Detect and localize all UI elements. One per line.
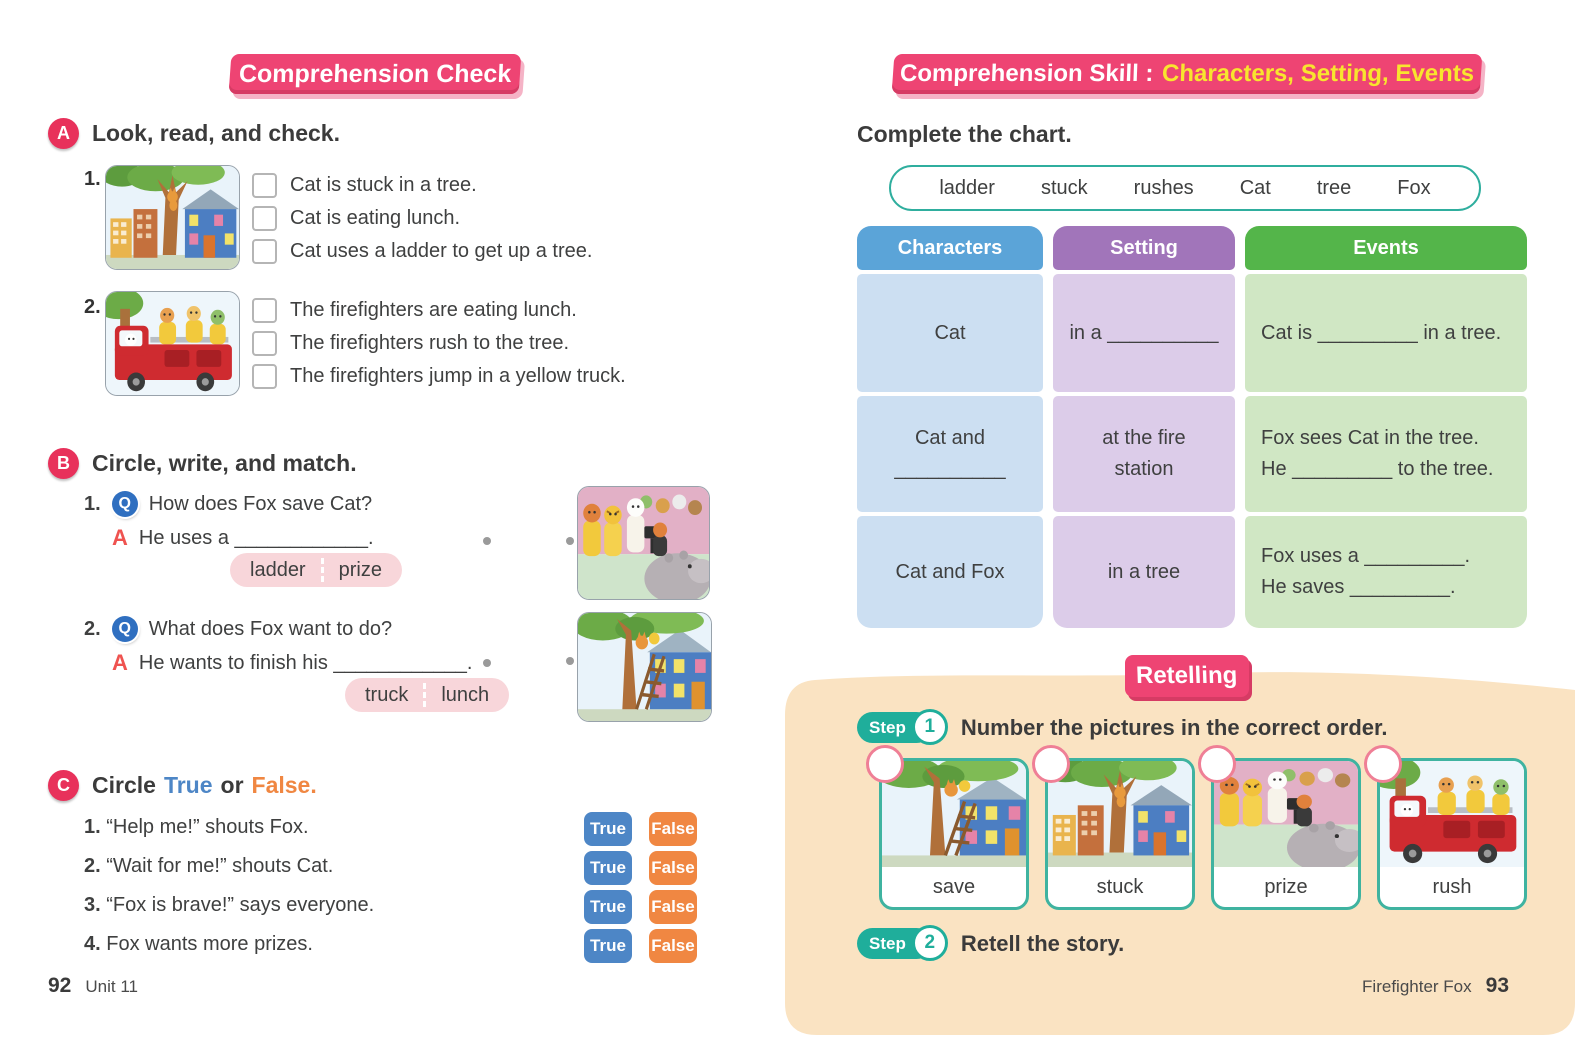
illustration-rush xyxy=(1380,761,1524,867)
false-button[interactable]: False xyxy=(649,851,697,885)
title-circle: Circle xyxy=(92,772,156,798)
chart-cell[interactable]: in a __________ xyxy=(1053,274,1235,392)
option-label: The firefighters jump in a yellow truck. xyxy=(290,365,626,387)
illustration-cat-stuck-in-tree xyxy=(105,165,240,270)
step-2-instruction: Retell the story. xyxy=(960,930,1125,956)
retelling-card-rush xyxy=(1377,758,1527,910)
choice-word[interactable]: truck xyxy=(365,683,409,706)
retelling-card-save xyxy=(879,758,1029,910)
section-a-badge: A xyxy=(48,118,79,149)
b2-word-choices xyxy=(345,678,509,712)
card-label: prize xyxy=(1264,875,1308,898)
b2-answer[interactable]: He wants to finish his ____________. xyxy=(138,651,473,674)
setting-column xyxy=(1053,226,1235,628)
events-column xyxy=(1245,226,1527,628)
order-number-circle[interactable] xyxy=(1032,745,1070,783)
step-1-instruction: Number the pictures in the correct order. xyxy=(960,714,1388,740)
retelling-card-stuck xyxy=(1045,758,1195,910)
section-c-badge: C xyxy=(48,770,79,801)
chart-cell[interactable]: Fox sees Cat in the tree. He _________ to the tree. xyxy=(1245,396,1527,512)
chart-cell[interactable]: Cat xyxy=(857,274,1043,392)
step-1-number: 1 xyxy=(912,709,948,745)
word-bank xyxy=(889,165,1481,211)
checkbox[interactable] xyxy=(252,364,277,389)
card-label: rush xyxy=(1432,875,1472,898)
illustration-firefighters-truck xyxy=(105,291,240,396)
option-label: Cat is stuck in a tree. xyxy=(290,174,477,196)
c-row-3 xyxy=(0,890,793,926)
statement: 2. “Wait for me!” shouts Cat. xyxy=(84,855,334,877)
word-bank-word[interactable]: ladder xyxy=(939,176,995,199)
story-chart xyxy=(857,226,1527,628)
illustration-stuck xyxy=(1048,761,1192,867)
step-2-row xyxy=(857,928,1124,959)
section-c-header xyxy=(48,770,317,801)
illustration-prize xyxy=(1214,761,1358,867)
false-button[interactable]: False xyxy=(649,890,697,924)
true-button[interactable]: True xyxy=(584,851,632,885)
chart-cell[interactable]: Fox uses a _________. He saves _________. xyxy=(1245,516,1527,628)
b2-answer-row xyxy=(112,650,472,676)
a1-option-row xyxy=(252,235,592,268)
chart-instruction: Complete the chart. xyxy=(857,121,1072,147)
choice-divider xyxy=(321,558,324,582)
checkbox[interactable] xyxy=(252,331,277,356)
b2-question: What does Fox want to do? xyxy=(148,617,393,640)
comprehension-check-banner xyxy=(229,54,522,94)
word-bank-word[interactable]: rushes xyxy=(1133,176,1194,199)
unit-label: Unit 11 xyxy=(85,977,138,996)
comprehension-skill-banner xyxy=(892,54,1483,94)
card-label: stuck xyxy=(1096,875,1144,898)
events-header: Events xyxy=(1245,226,1527,270)
retelling-banner xyxy=(1125,655,1249,697)
b1-answer-row xyxy=(112,525,374,551)
match-dot-right[interactable] xyxy=(566,537,574,545)
retelling-title: Retelling xyxy=(1135,662,1239,689)
order-number-circle[interactable] xyxy=(1364,745,1402,783)
page-left xyxy=(0,0,793,1039)
setting-header: Setting xyxy=(1053,226,1235,270)
characters-header: Characters xyxy=(857,226,1043,270)
a1-option-row xyxy=(252,169,592,202)
true-button[interactable]: True xyxy=(584,812,632,846)
step-1-row xyxy=(857,712,1388,743)
word-bank-word[interactable]: Fox xyxy=(1397,176,1431,199)
a1-option-row xyxy=(252,202,592,235)
false-button[interactable]: False xyxy=(649,812,697,846)
illustration-fox-ladder-house xyxy=(577,612,712,722)
c-row-1 xyxy=(0,812,793,848)
b1-number: 1. xyxy=(84,492,101,515)
answer-icon: A xyxy=(112,650,128,675)
checkbox[interactable] xyxy=(252,173,277,198)
title-or: or xyxy=(220,772,244,798)
b1-word-choices xyxy=(230,553,402,587)
page-number: 92 xyxy=(48,974,72,997)
true-button[interactable]: True xyxy=(584,890,632,924)
chart-cell[interactable]: Cat is _________ in a tree. xyxy=(1245,274,1527,392)
step-1-badge: Step 1 xyxy=(857,712,932,743)
a2-option-row xyxy=(252,294,626,327)
choice-divider xyxy=(423,683,426,707)
page-number: 93 xyxy=(1485,974,1509,997)
section-a-title: Look, read, and check. xyxy=(92,120,340,146)
card-label: save xyxy=(932,875,976,898)
item-a2-number: 2. xyxy=(84,296,101,318)
characters-column xyxy=(857,226,1043,628)
section-b-title: Circle, write, and match. xyxy=(92,450,357,476)
statement: 1. “Help me!” shouts Fox. xyxy=(84,816,309,838)
a2-options xyxy=(252,294,626,393)
retelling-card-prize xyxy=(1211,758,1361,910)
option-label: The firefighters rush to the tree. xyxy=(290,332,570,354)
word-bank-word[interactable]: stuck xyxy=(1040,176,1088,199)
false-button[interactable]: False xyxy=(649,929,697,963)
statement: 4. Fox wants more prizes. xyxy=(84,933,313,955)
chart-cell[interactable]: at the fire station xyxy=(1053,396,1235,512)
step-2-badge: Step 2 xyxy=(857,928,932,959)
item-a1-number: 1. xyxy=(84,168,101,190)
section-a-header xyxy=(48,118,340,149)
choice-word[interactable]: ladder xyxy=(250,558,306,581)
choice-word[interactable]: lunch xyxy=(441,683,490,706)
chart-cell[interactable]: in a tree xyxy=(1053,516,1235,628)
checkbox[interactable] xyxy=(252,298,277,323)
section-b-header xyxy=(48,448,357,479)
question-icon: Q xyxy=(112,616,138,642)
checkbox[interactable] xyxy=(252,206,277,231)
step-2-number: 2 xyxy=(912,925,948,961)
match-dot-left[interactable] xyxy=(483,659,491,667)
illustration-save xyxy=(882,761,1026,867)
order-number-circle[interactable] xyxy=(866,745,904,783)
section-b-badge: B xyxy=(48,448,79,479)
footer-left xyxy=(48,974,138,998)
page-right xyxy=(793,0,1587,1039)
word-bank-word[interactable]: tree xyxy=(1316,176,1352,199)
illustration-crowd-hippo xyxy=(577,486,710,600)
statement: 3. “Fox is brave!” says everyone. xyxy=(84,894,375,916)
banner-highlight: Characters, Setting, Events xyxy=(1161,60,1475,87)
c-row-2 xyxy=(0,851,793,887)
chart-cell[interactable]: Cat and Fox xyxy=(857,516,1043,628)
chart-cell[interactable]: Cat and __________ xyxy=(857,396,1043,512)
title-false: False. xyxy=(251,772,317,798)
option-label: Cat uses a ladder to get up a tree. xyxy=(290,240,593,262)
retelling-cards xyxy=(879,758,1527,910)
choice-word[interactable]: prize xyxy=(338,558,382,581)
b1-question-row xyxy=(84,491,372,517)
b1-question: How does Fox save Cat? xyxy=(148,492,373,515)
word-bank-word[interactable]: Cat xyxy=(1239,176,1271,199)
match-dot-right[interactable] xyxy=(566,657,574,665)
banner-prefix: Comprehension Skill : xyxy=(899,60,1155,87)
checkbox[interactable] xyxy=(252,239,277,264)
section-c-title xyxy=(92,772,317,799)
banner-title: Comprehension Check xyxy=(238,59,512,88)
b2-number: 2. xyxy=(84,617,101,640)
footer-right xyxy=(1273,974,1509,998)
a2-option-row xyxy=(252,360,626,393)
b1-answer[interactable]: He uses a ____________. xyxy=(138,526,374,549)
match-dot-left[interactable] xyxy=(483,537,491,545)
a2-option-row xyxy=(252,327,626,360)
true-button[interactable]: True xyxy=(584,929,632,963)
answer-icon: A xyxy=(112,525,128,550)
a1-options xyxy=(252,169,592,268)
question-icon: Q xyxy=(112,491,138,517)
b2-question-row xyxy=(84,616,392,642)
order-number-circle[interactable] xyxy=(1198,745,1236,783)
c-row-4 xyxy=(0,929,793,965)
story-title: Firefighter Fox xyxy=(1362,977,1472,996)
title-true: True xyxy=(163,772,213,798)
option-label: The firefighters are eating lunch. xyxy=(290,299,577,321)
option-label: Cat is eating lunch. xyxy=(290,207,461,229)
